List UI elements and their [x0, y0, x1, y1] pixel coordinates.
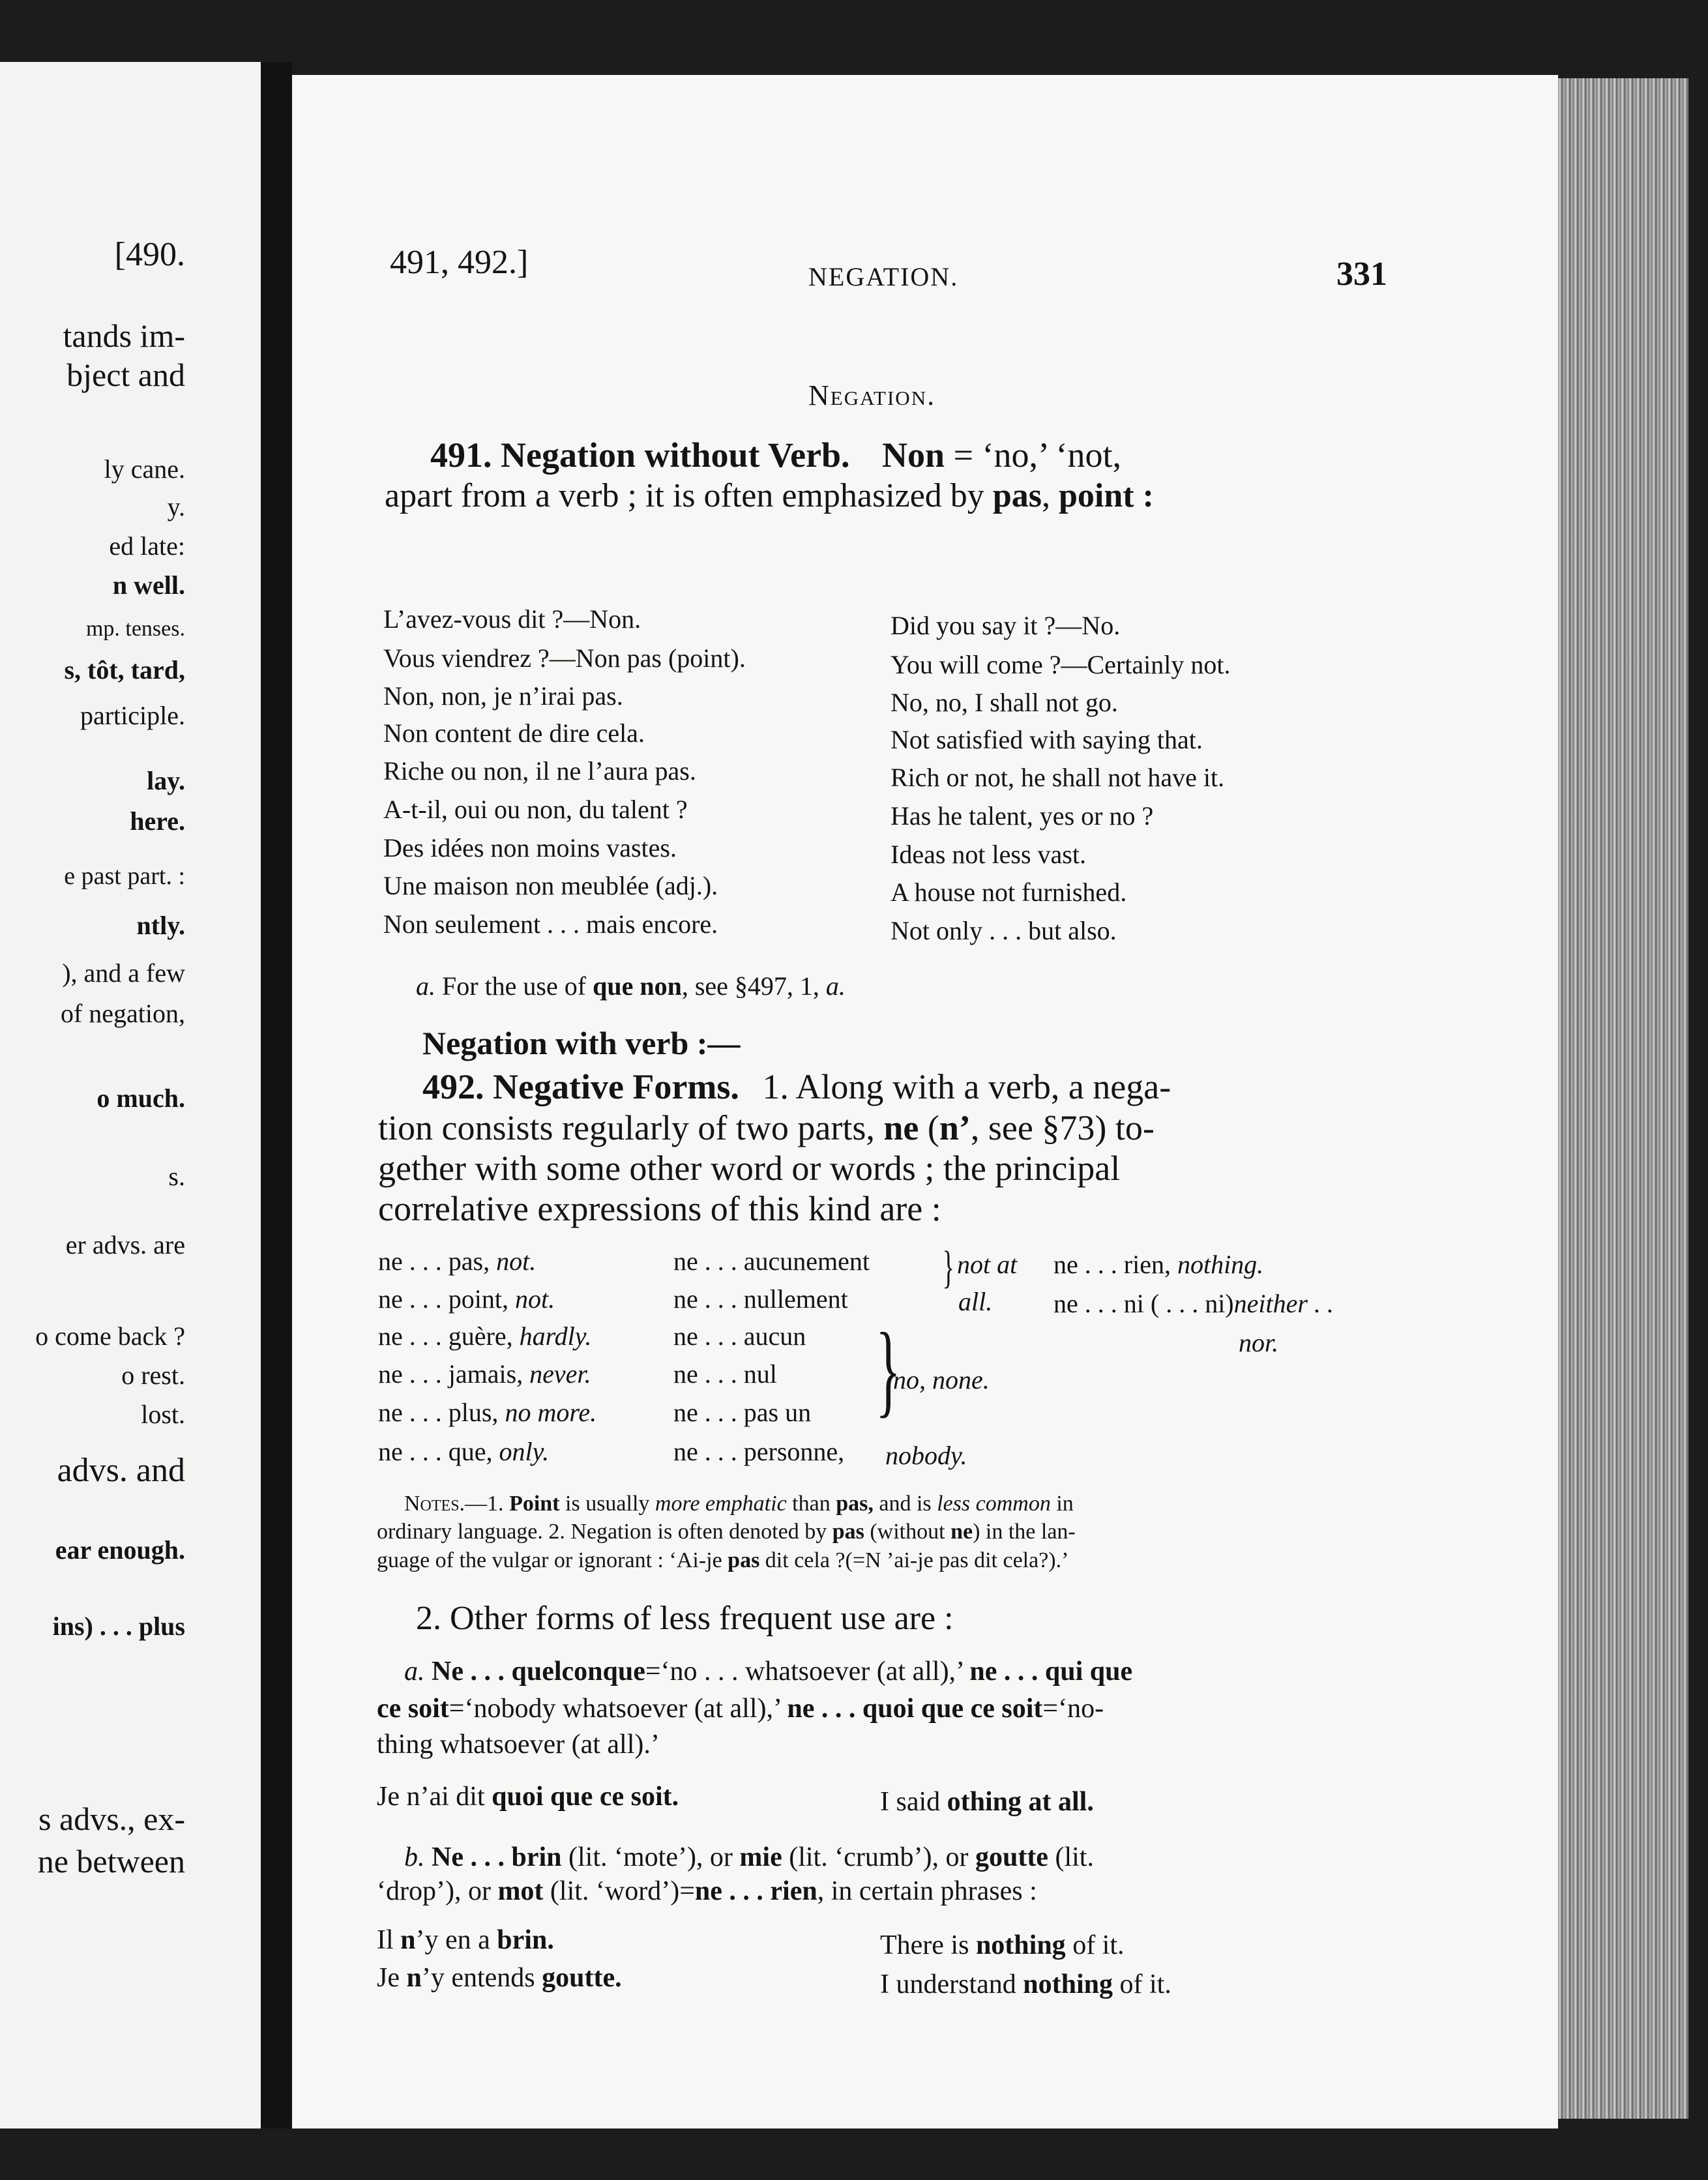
text: goutte. [542, 1963, 622, 1993]
left-line: of negation, [60, 999, 185, 1028]
text: is usually [559, 1492, 655, 1516]
text: I said [880, 1787, 947, 1817]
text: Notes.—1. [404, 1492, 510, 1516]
form-expression: ne . . . ni ( . . . ni) [1053, 1289, 1234, 1318]
s491-non: Non [882, 435, 945, 475]
s492-a-line-1 [404, 1658, 1132, 1685]
s491-line-2 [385, 479, 1154, 513]
s492-b-line-2 [377, 1878, 1037, 1905]
form-meaning: not. [514, 1284, 555, 1314]
left-line: lost. [141, 1400, 185, 1429]
text: ne [883, 1108, 919, 1147]
text: pas, [836, 1492, 874, 1516]
text: apart from a verb ; it is often emphasized by [385, 477, 993, 514]
example-english: No, no, I shall not go. [891, 688, 1118, 717]
form-expression: ne . . . guère, [378, 1321, 513, 1351]
text: For the use of [442, 971, 593, 1001]
form-col1 [378, 1439, 549, 1465]
s492-line-3: gether with some other word or words ; the principal [378, 1149, 1121, 1188]
section-ref: 491, 492.] [390, 244, 529, 281]
text: ce soit [377, 1694, 449, 1724]
s492-line-4: correlative expressions of this kind are : [378, 1189, 941, 1228]
form-col1 [378, 1323, 591, 1349]
s491-number: 491. [430, 435, 492, 475]
left-line: bject and [66, 357, 185, 393]
text: ne . . . qui que [969, 1657, 1133, 1687]
left-line: y. [167, 492, 185, 522]
left-line: here. [130, 806, 185, 836]
left-line: o come back ? [35, 1321, 185, 1351]
brace: } [876, 1311, 901, 1427]
text: , see §73) to- [970, 1108, 1155, 1147]
text: Ne . . . quelconque [432, 1657, 645, 1687]
text: Ne . . . brin [432, 1842, 562, 1872]
example-french: Des idées non moins vastes. [383, 833, 677, 862]
left-line: ly cane. [104, 454, 185, 484]
text: ne [950, 1520, 973, 1544]
s491-heading: Negation without Verb. [501, 435, 850, 475]
brace-meaning-1b: all. [958, 1287, 993, 1316]
s492-b-example-1-fr [377, 1926, 554, 1954]
text: (lit. [1048, 1842, 1094, 1872]
left-line: s, tôt, tard, [64, 655, 185, 685]
s492-line-1 [422, 1069, 1171, 1104]
left-line: ear enough. [55, 1535, 185, 1565]
text: n [406, 1963, 422, 1993]
text: que non [593, 971, 682, 1001]
page [292, 75, 1558, 2128]
negation-with-verb-heading: Negation with verb :— [422, 1025, 741, 1061]
form-col1 [378, 1361, 591, 1387]
s491-note-a [416, 973, 846, 999]
left-line: s advs., ex- [38, 1801, 185, 1837]
text: mot [497, 1876, 544, 1906]
text: othing at all. [947, 1787, 1094, 1817]
text: There is [880, 1930, 976, 1960]
text: =‘no . . . whatsoever (at all),’ [645, 1657, 970, 1687]
text: pas [832, 1520, 864, 1544]
s492-a-example-fr [377, 1783, 679, 1810]
page-edges [1558, 78, 1688, 2119]
form-meaning: neither . . [1233, 1289, 1334, 1318]
left-page-ref: [490. [114, 236, 185, 273]
form-meaning: hardly. [519, 1321, 592, 1351]
form-meaning: never. [529, 1359, 591, 1389]
text: less common [937, 1492, 1051, 1516]
text: pas [728, 1548, 760, 1572]
form-col2: ne . . . aucunement [673, 1246, 870, 1276]
text: ne . . . rien [694, 1876, 817, 1906]
example-french: Une maison non meublée (adj.). [383, 871, 718, 900]
text: brin. [497, 1925, 554, 1955]
text: point : [1058, 477, 1154, 514]
text: and is [873, 1492, 937, 1516]
form-col3 [1053, 1252, 1263, 1278]
text: (lit. ‘crumb’), or [782, 1842, 975, 1872]
text: in [1050, 1492, 1074, 1516]
example-french: Vous viendrez ?—Non pas (point). [383, 643, 746, 673]
left-line: s. [168, 1162, 185, 1191]
example-english: Has he talent, yes or no ? [891, 801, 1154, 831]
example-french: Non, non, je n’irai pas. [383, 681, 623, 711]
s492-para-2: 2. Other forms of less frequent use are : [416, 1600, 954, 1637]
s492-a-line-2 [377, 1695, 1104, 1722]
text: a. [416, 971, 435, 1001]
s492-b-line-1 [404, 1844, 1094, 1871]
text: Il [377, 1925, 401, 1955]
text: dit cela ?(=N ’ai-je pas dit cela?).’ [759, 1548, 1069, 1572]
text: a. [404, 1657, 432, 1687]
left-line: o rest. [121, 1361, 185, 1390]
left-line: ne between [37, 1843, 185, 1879]
example-english: Not satisfied with saying that. [891, 725, 1203, 754]
notes-line-2 [377, 1521, 1076, 1543]
form-expression: ne . . . jamais, [378, 1359, 523, 1389]
form-col2: ne . . . aucun [673, 1321, 806, 1351]
example-french: A-t-il, oui ou non, du talent ? [383, 795, 688, 824]
form-col1 [378, 1400, 596, 1426]
example-french: Non seulement . . . mais encore. [383, 909, 718, 939]
left-line: ntly. [136, 911, 185, 940]
text: more emphatic [655, 1492, 787, 1516]
brace: } [942, 1243, 955, 1293]
s492-b-example-1-en [880, 1932, 1125, 1959]
form-meaning: only. [499, 1437, 550, 1466]
form-expression: ne . . . rien, [1053, 1250, 1171, 1279]
text: (lit. ‘mote’), or [561, 1842, 740, 1872]
form-col2: ne . . . nullement [673, 1284, 848, 1314]
example-english: You will come ?—Certainly not. [891, 650, 1231, 679]
text: ) in the lan- [973, 1520, 1076, 1544]
text: guage of the vulgar or ignorant : ‘Ai-je [377, 1548, 728, 1572]
form-col2: ne . . . pas un [673, 1398, 812, 1427]
text: 1. Along with a verb, a nega- [762, 1067, 1171, 1106]
text: Negative Forms. [493, 1067, 739, 1106]
text: n [400, 1925, 416, 1955]
text: ne . . . quoi que ce soit [787, 1694, 1043, 1724]
left-line: advs. and [57, 1452, 185, 1489]
text: ordinary language. 2. Negation is often denoted by [377, 1520, 832, 1544]
left-line: ), and a few [62, 958, 185, 988]
page-number: 331 [1336, 256, 1387, 293]
text: Je n’ai dit [377, 1782, 492, 1812]
text: ( [919, 1108, 939, 1147]
text: (without [864, 1520, 951, 1544]
example-english: Did you say it ?—No. [891, 611, 1121, 640]
example-french: L’avez-vous dit ?—Non. [383, 604, 641, 634]
form-col3-nor: nor. [1239, 1328, 1279, 1357]
example-english: Ideas not less vast. [891, 840, 1086, 869]
form-meaning: nothing. [1177, 1250, 1264, 1279]
text: a. [825, 971, 846, 1001]
text: tion consists regularly of two parts, [378, 1108, 884, 1147]
left-line: mp. tenses. [85, 617, 185, 641]
text: than [786, 1492, 836, 1516]
left-line: e past part. : [64, 862, 185, 890]
form-col1 [378, 1286, 555, 1312]
text: I understand [880, 1969, 1023, 1999]
example-english: Not only . . . but also. [891, 916, 1117, 945]
left-line: ed late: [109, 531, 185, 561]
text: ’y entends [421, 1963, 542, 1993]
form-meaning: not. [496, 1246, 537, 1276]
s492-a-line-3: thing whatsoever (at all).’ [377, 1730, 660, 1760]
s491-line-1 [430, 437, 1121, 473]
form-col2: ne . . . personne, [673, 1437, 845, 1466]
left-line: n well. [112, 570, 185, 600]
left-page-fragment [0, 62, 261, 2128]
text: of it. [1113, 1969, 1171, 1999]
text: =‘no- [1042, 1694, 1104, 1724]
text: 492. [422, 1067, 484, 1106]
notes-line-3 [377, 1550, 1068, 1572]
text: (lit. ‘word’)= [543, 1876, 695, 1906]
form-col2-meaning: nobody. [885, 1441, 967, 1470]
text: quoi que ce soit. [492, 1782, 679, 1812]
text: goutte [975, 1842, 1048, 1872]
text: Je [377, 1963, 407, 1993]
form-expression: ne . . . pas, [378, 1246, 490, 1276]
text: b. [404, 1842, 432, 1872]
left-line: er advs. are [65, 1230, 185, 1259]
left-line: ins) . . . plus [52, 1612, 185, 1641]
left-line: participle. [80, 701, 185, 730]
s492-b-example-2-fr [377, 1964, 622, 1992]
running-title: NEGATION. [808, 262, 959, 291]
form-col3 [1053, 1291, 1334, 1317]
example-french: Riche ou non, il ne l’aura pas. [383, 756, 696, 786]
text: nothing [1023, 1969, 1113, 1999]
notes-line-1 [404, 1493, 1074, 1515]
form-col1 [378, 1248, 536, 1274]
form-expression: ne . . . point, [378, 1284, 508, 1314]
form-expression: ne . . . que, [378, 1437, 493, 1466]
text: ’y en a [415, 1925, 497, 1955]
form-meaning: no more. [505, 1398, 597, 1427]
text: n’ [939, 1108, 971, 1147]
text: mie [739, 1842, 782, 1872]
left-line: o much. [96, 1083, 185, 1113]
s492-a-example-en [880, 1788, 1094, 1816]
example-english: Rich or not, he shall not have it. [891, 763, 1225, 792]
text: , see §497, 1, [681, 971, 826, 1001]
s492-line-2 [378, 1110, 1155, 1145]
text: Point [509, 1492, 560, 1516]
s491-gloss: = ‘no,’ ‘not, [945, 435, 1121, 475]
text: , in certain phrases : [817, 1876, 1037, 1906]
example-french: Non content de dire cela. [383, 718, 645, 748]
left-line: lay. [147, 766, 185, 795]
text: pas [992, 477, 1042, 514]
form-expression: ne . . . plus, [378, 1398, 499, 1427]
s492-b-example-2-en [880, 1971, 1171, 1998]
example-english: A house not furnished. [891, 877, 1127, 907]
section-title: Negation. [808, 379, 936, 411]
book-gutter [261, 62, 292, 2128]
text: nothing [975, 1930, 1066, 1960]
text: of it. [1065, 1930, 1125, 1960]
brace-meaning-1: not at [957, 1250, 1018, 1279]
brace-meaning-2: no, none. [893, 1365, 990, 1394]
left-line: tands im- [63, 317, 185, 354]
text: =‘nobody whatsoever (at all),’ [449, 1694, 788, 1724]
text: ‘drop’), or [377, 1876, 498, 1906]
text: , [1041, 477, 1059, 514]
form-col2: ne . . . nul [673, 1359, 777, 1389]
